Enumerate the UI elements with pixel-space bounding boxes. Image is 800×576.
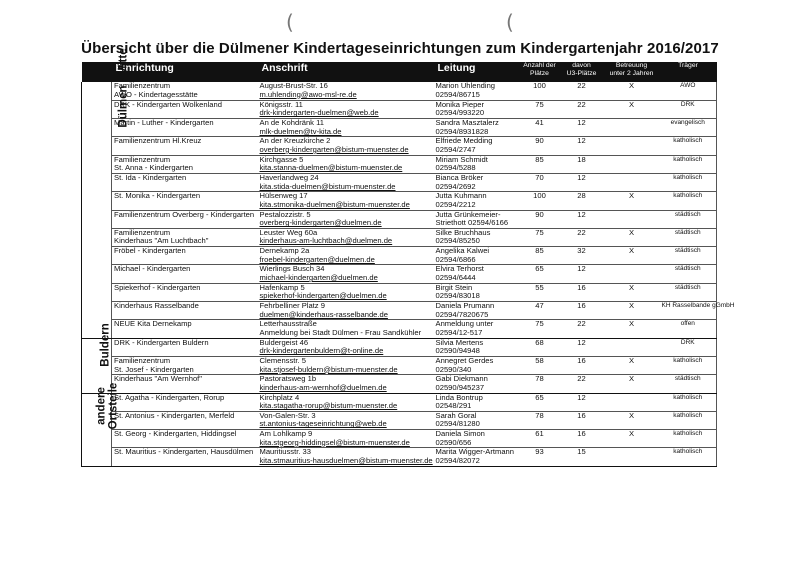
group-label-text [95,382,119,429]
street-address: Fehrbelliner Platz 9 [259,301,325,311]
email-address: kinderhaus-am-wernhof@duelmen.de [259,382,387,392]
leader-phone: 02594/85250 [435,236,480,246]
street-address: Von-Galen-Str. 3 [259,410,316,420]
table-header-row [82,62,717,82]
places-cell: 65 [520,393,560,411]
leader-phone: 02594/2747 [435,144,476,154]
table-row [82,411,717,429]
facility-name-line: St. Anna - Kindergarten [114,163,193,173]
places-cell: 85 [520,155,560,173]
email-address: kita.stida-duelmen@bistum-muenster.de [259,181,396,191]
table-row [82,137,717,155]
under2-care-cell: X [604,356,660,374]
punch-hole-left: ( [286,10,294,34]
u3-places-cell: 12 [560,173,604,191]
leader-name: Silvia Mertens [435,337,484,347]
address-cell [258,247,434,265]
leader-phone: 02590/656 [435,437,472,447]
carrier-cell: katholisch [660,155,717,173]
email-address: overberg-kindergarten@duelmen.de [259,218,382,228]
leader-cell [434,411,520,429]
email-address: drk-kindergartenbuldern@t-online.de [259,346,384,356]
u3-places-cell: 22 [560,320,604,338]
u3-places-cell: 16 [560,430,604,448]
leader-name: Sarah Goral [435,410,477,420]
leader-name: Silke Bruchhaus [435,227,491,237]
carrier-cell: AWO [660,82,717,100]
places-cell: 78 [520,411,560,429]
leader-phone: 02594/993220 [435,108,485,118]
leader-name: Annegret Gerdes [435,355,494,365]
street-address: An der Kreuzkirche 2 [259,136,331,146]
leader-phone: 02594/86715 [435,89,480,99]
address-cell [258,356,434,374]
email-address: michael-kindergarten@duelmen.de [259,273,378,283]
leader-name: Gabi Diekmann [435,374,488,384]
leader-phone: 02594/82072 [435,456,480,466]
address-cell [258,228,434,246]
leader-cell [434,210,520,228]
table-row [82,210,717,228]
address-cell [258,210,434,228]
table-row [82,173,717,191]
under2-care-cell [604,119,660,137]
header-einrichtung: Einrichtung [112,62,258,82]
under2-care-cell: X [604,100,660,118]
carrier-cell: katholisch [660,430,717,448]
carrier-cell: städtisch [660,247,717,265]
facility-name-line: Familienzentrum [114,227,171,237]
address-cell [258,265,434,283]
facility-name-line: St. Georg - Kindergarten, Hiddingsel [114,429,237,439]
leader-cell [434,192,520,210]
u3-places-cell: 28 [560,192,604,210]
leader-cell [434,338,520,356]
facility-name-cell [112,155,258,173]
address-cell [258,302,434,320]
table-row [82,192,717,210]
email-address: duelmen@kinderhaus-rasselbande.de [259,309,388,319]
leader-cell [434,100,520,118]
facility-name-line: St. Ida - Kindergarten [114,172,187,182]
header-u3: davon U3-Plätze [560,62,604,82]
leader-name: Jutta Kuhmann [435,191,487,201]
carrier-cell: städtisch [660,210,717,228]
places-cell: 47 [520,302,560,320]
address-cell [258,430,434,448]
u3-places-cell: 12 [560,137,604,155]
leader-cell [434,283,520,301]
leader-phone: 02548/291 [435,401,472,411]
facility-name-line: Kinderhaus "Am Luchtbach" [114,236,209,246]
punch-hole-right: ( [506,10,514,34]
street-address: Haverlandweg 24 [259,172,319,182]
header-leitung: Leitung [434,62,520,82]
leader-cell [434,228,520,246]
u3-places-cell: 16 [560,411,604,429]
u3-places-cell: 12 [560,338,604,356]
facility-name-cell [112,356,258,374]
under2-care-cell: X [604,302,660,320]
facility-name-cell [112,411,258,429]
leader-cell [434,302,520,320]
facility-name-line: Familienzentrum [114,355,171,365]
facility-name-cell [112,283,258,301]
leader-cell [434,430,520,448]
facility-name-line: DRK - Kindergarten Buldern [114,337,209,347]
leader-cell [434,393,520,411]
email-address: kita.stmauritius-hausduelmen@bistum-muenster.de [259,456,433,466]
leader-phone: 02594/8931828 [435,126,489,136]
under2-care-cell [604,265,660,283]
leader-name: Jutta Grünkemeier- [435,209,501,219]
leader-cell [434,247,520,265]
group-label-line: Ortsteile [107,382,120,429]
facility-name-line: Kinderhaus "Am Wernhof" [114,374,202,384]
group-label-text: Dülmen - Mitte [117,48,130,128]
places-cell: 58 [520,356,560,374]
leader-name: Marita Wigger-Artmann [435,447,514,457]
under2-care-cell [604,210,660,228]
u3-places-cell: 22 [560,100,604,118]
table-row [82,228,717,246]
leader-name: Angelika Kalwei [435,246,490,256]
under2-care-cell [604,448,660,466]
address-cell [258,338,434,356]
email-address: spiekerhof-kindergarten@duelmen.de [259,291,387,301]
leader-name: Monika Pieper [435,99,485,109]
address-cell [258,173,434,191]
facility-name-line: NEUE Kita Dernekamp [114,319,192,329]
email-address: drk-kindergarten-duelmen@web.de [259,108,379,118]
header-traeger: Träger [660,62,717,82]
leader-cell [434,82,520,100]
table-row [82,265,717,283]
facility-name-cell [112,82,258,100]
table-row [82,82,717,100]
street-address: Buldergeist 46 [259,337,309,347]
u3-places-cell: 12 [560,210,604,228]
carrier-cell: DRK [660,338,717,356]
email-address: kita.stanna-duelmen@bistum-muenster.de [259,163,403,173]
under2-care-cell: X [604,247,660,265]
table-row [82,100,717,118]
group-label-line: andere [95,386,108,425]
places-cell: 55 [520,283,560,301]
facility-name-line: Familienzentrum [114,154,171,164]
under2-care-cell: X [604,192,660,210]
leader-cell [434,119,520,137]
facility-name-cell [112,265,258,283]
facility-name-line: St. Agatha - Kindergarten, Rorup [114,392,225,402]
street-address: Wierlings Busch 34 [259,264,325,274]
table-row [82,247,717,265]
carrier-cell: evangelisch [660,119,717,137]
street-address: An de Kohdränk 11 [259,118,324,128]
carrier-cell: städtisch [660,375,717,393]
street-address: Kirchplatz 4 [259,392,300,402]
street-address: Dernekamp 2a [259,246,310,256]
under2-care-cell: X [604,411,660,429]
leader-name: Elfriede Medding [435,136,493,146]
address-cell [258,155,434,173]
u3-places-cell: 16 [560,302,604,320]
carrier-cell: katholisch [660,173,717,191]
table-row [82,283,717,301]
facility-name-cell [112,247,258,265]
carrier-cell: offen [660,320,717,338]
u3-places-cell: 22 [560,228,604,246]
places-cell: 90 [520,137,560,155]
email-address: overberg-kindergarten@bistum-muenster.de [259,144,409,154]
facility-name-line: Familienzentrum Overberg - Kindergarten [114,209,255,219]
street-address: Königsstr. 11 [259,99,303,109]
leader-name: Elvira Terhorst [435,264,484,274]
leader-phone: 02590/340 [435,364,472,374]
table-row [82,302,717,320]
table-row [82,155,717,173]
leader-cell [434,265,520,283]
leader-name: Marion Uhlending [435,81,496,90]
leader-name: Birgit Stein [435,282,473,292]
under2-care-cell [604,137,660,155]
street-address: Hafenkamp 5 [259,282,305,292]
leader-phone: 02590/94948 [435,346,480,356]
facility-name-cell [112,448,258,466]
street-address: Pestalozzistr. 5 [259,209,311,219]
leader-phone: 02594/6866 [435,254,476,264]
under2-care-cell: X [604,228,660,246]
places-cell: 68 [520,338,560,356]
under2-care-cell: X [604,375,660,393]
leader-phone: 02594/12-517 [435,327,483,337]
u3-places-cell: 16 [560,356,604,374]
table-row [82,338,717,356]
street-address: Clemensstr. 5 [259,355,306,365]
email-address: mlk-duelmen@tv-kita.de [259,126,342,136]
under2-care-cell: X [604,82,660,100]
places-cell: 93 [520,448,560,466]
leader-phone: 02594/6444 [435,273,476,283]
table-row [82,375,717,393]
places-cell: 78 [520,375,560,393]
address-cell [258,82,434,100]
carrier-cell: KH Rasselbande gGmbH [660,302,717,320]
under2-care-cell [604,338,660,356]
leader-phone: 02594/81280 [435,419,480,429]
u3-places-cell: 12 [560,119,604,137]
places-cell: 90 [520,210,560,228]
under2-care-cell [604,173,660,191]
facility-name-line: Fröbel - Kindergarten [114,246,186,256]
facility-name-line: Kinderhaus Rasselbande [114,301,199,311]
facility-name-line: St. Monika - Kindergarten [114,191,201,201]
leader-phone: 02594/2692 [435,181,476,191]
carrier-cell: katholisch [660,411,717,429]
street-address: Am Lohlkamp 9 [259,429,313,439]
group-label-mitte [82,48,130,338]
leader-cell [434,155,520,173]
table-row [82,393,717,411]
leader-phone: 02594/83018 [435,291,480,301]
facility-name-line: DRK - Kindergarten Wolkenland [114,99,222,109]
places-cell: 61 [520,430,560,448]
leader-name: Linda Bontrup [435,392,483,402]
under2-care-cell: X [604,283,660,301]
table-row [82,356,717,374]
leader-name: Daniela Prumann [435,301,495,311]
places-cell: 70 [520,173,560,191]
street-address: Pastoratsweg 1b [259,374,317,384]
facility-name-cell [112,320,258,338]
address-cell [258,119,434,137]
places-cell: 75 [520,228,560,246]
leader-name: Anmeldung unter [435,319,494,329]
email-address: m.uhlending@awo-msl-re.de [259,89,357,99]
email-address: kinderhaus-am-luchtbach@duelmen.de [259,236,393,246]
leader-name: Sandra Masztalerz [435,118,499,128]
address-cell [258,320,434,338]
email-address: kita.stagatha-rorup@bistum-muenster.de [259,401,398,411]
facility-name-line: Spiekerhof - Kindergarten [114,282,201,292]
places-cell: 75 [520,320,560,338]
leader-phone: Striethott 02594/6166 [435,218,509,228]
header-betreuung: Betreuung unter 2 Jahren [604,62,660,82]
u3-places-cell: 12 [560,393,604,411]
u3-places-cell: 15 [560,448,604,466]
table-row [82,430,717,448]
group-label-andere [82,382,120,466]
leader-name: Bianca Bröker [435,172,484,182]
email-address: st.antonius-tageseinrichtung@web.de [259,419,387,429]
street-address: Kirchgasse 5 [259,154,304,164]
u3-places-cell: 22 [560,82,604,100]
leader-phone: 02590/945237 [435,382,485,392]
table-row [82,119,717,137]
facility-name-cell [112,393,258,411]
facility-name-cell [112,119,258,137]
leader-phone: 02594/5288 [435,163,476,173]
facility-name-line: Familienzentrum [114,81,171,90]
facility-name-cell [112,137,258,155]
u3-places-cell: 12 [560,265,604,283]
places-cell: 75 [520,100,560,118]
carrier-cell: katholisch [660,356,717,374]
email-address: kita.stgeorg-hiddingsel@bistum-muenster.de [259,437,410,447]
facility-name-line: St. Antonius - Kindergarten, Merfeld [114,410,235,420]
facility-name-cell [112,192,258,210]
leader-cell [434,320,520,338]
u3-places-cell: 22 [560,375,604,393]
facility-name-line: Michael - Kindergarten [114,264,191,274]
facility-name-cell [112,430,258,448]
facility-name-line: Martin - Luther - Kindergarten [114,118,214,128]
carrier-cell: katholisch [660,137,717,155]
places-cell: 100 [520,192,560,210]
leader-name: Daniela Simon [435,429,485,439]
carrier-cell: katholisch [660,448,717,466]
carrier-cell: städtisch [660,265,717,283]
facility-name-line: St. Mauritius - Kindergarten, Hausdülmen [114,447,254,457]
address-cell [258,375,434,393]
street-address: Mauritiusstr. 33 [259,447,311,457]
facility-name-cell [112,375,258,393]
places-cell: 85 [520,247,560,265]
carrier-cell: städtisch [660,283,717,301]
carrier-cell: katholisch [660,192,717,210]
u3-places-cell: 16 [560,283,604,301]
address-cell [258,192,434,210]
address-cell [258,411,434,429]
document-title: Übersicht über die Dülmener Kindertageseinrichtungen zum Kindergartenjahr 2016/2017 [81,40,719,57]
under2-care-cell: X [604,430,660,448]
header-anzahl: Anzahl der Plätze [520,62,560,82]
facility-name-line: AWO - Kindertagesstätte [114,89,198,99]
address-cell [258,283,434,301]
email-address: froebel-kindergarten@duelmen.de [259,254,375,264]
street-address: Hülsenweg 17 [259,191,308,201]
under2-care-cell [604,155,660,173]
facility-name-line: Familienzentrum Hl.Kreuz [114,136,202,146]
address-cell [258,137,434,155]
places-cell: 100 [520,82,560,100]
facility-name-cell [112,173,258,191]
u3-places-cell: 32 [560,247,604,265]
email-address: kita.stjosef-buldern@bistum-muenster.de [259,364,398,374]
leader-cell [434,375,520,393]
facility-name-cell [112,100,258,118]
header-anschrift: Anschrift [258,62,434,82]
under2-care-cell: X [604,320,660,338]
facility-name-line: St. Josef - Kindergarten [114,364,194,374]
under2-care-cell [604,393,660,411]
leader-cell [434,448,520,466]
leader-cell [434,173,520,191]
leader-name: Miriam Schmidt [435,154,488,164]
street-address: Leuster Weg 60a [259,227,318,237]
carrier-cell: katholisch [660,393,717,411]
facility-name-cell [112,210,258,228]
places-cell: 41 [520,119,560,137]
address-cell [258,448,434,466]
leader-phone: 02594/7820675 [435,309,489,319]
header-group-cell [82,62,112,82]
email-address: kita.stmonika-duelmen@bistum-muenster.de [259,199,410,209]
carrier-cell: städtisch [660,228,717,246]
street-address: Letterhausstraße [259,319,317,329]
table-row [82,448,717,466]
address-cell [258,100,434,118]
u3-places-cell: 18 [560,155,604,173]
leader-cell [434,356,520,374]
address-cell [258,393,434,411]
facility-name-cell [112,302,258,320]
table-row [82,320,717,338]
leader-cell [434,137,520,155]
facility-name-cell [112,228,258,246]
address-note: Anmeldung bei Stadt Dülmen - Frau Sandkühler [259,327,422,337]
places-cell: 65 [520,265,560,283]
facility-name-cell [112,338,258,356]
leader-phone: 02594/2212 [435,199,476,209]
carrier-cell: DRK [660,100,717,118]
street-address: August-Brust-Str. 16 [259,81,328,90]
group-label-text: Buldern [99,322,112,367]
